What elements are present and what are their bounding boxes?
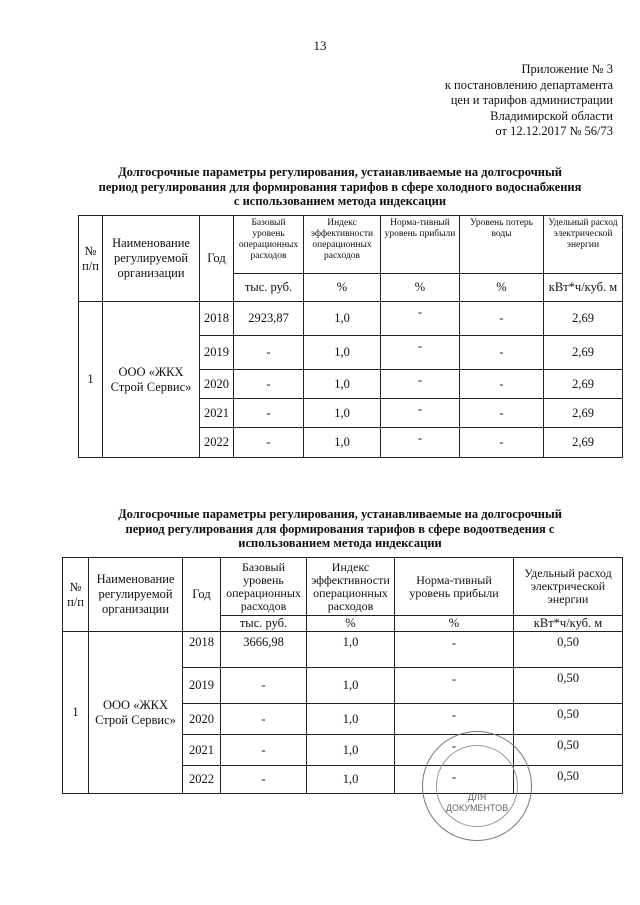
header-index: Индекс эффективности операционных расходов xyxy=(304,216,381,274)
header-year: Год xyxy=(183,558,221,632)
org-name: ООО «ЖКХ Строй Сервис» xyxy=(103,302,200,458)
year-cell: 2022 xyxy=(200,428,234,458)
appendix-line: к постановлению департамента xyxy=(444,77,613,92)
profit-cell: - xyxy=(381,399,460,428)
table-row xyxy=(79,302,623,336)
profit-cell: - xyxy=(395,668,514,704)
loss-cell: - xyxy=(460,336,544,370)
unit-index: % xyxy=(307,616,395,632)
row-number: 1 xyxy=(63,632,89,794)
unit-loss: % xyxy=(460,274,544,302)
title-line: Долгосрочные параметры регулирования, устанавливаемые на долгосрочный xyxy=(118,507,562,521)
energy-cell: 2,69 xyxy=(544,302,623,336)
appendix-line: от 12.12.2017 № 56/73 xyxy=(495,124,613,138)
index-cell: 1,0 xyxy=(307,766,395,794)
unit-base: тыс. руб. xyxy=(221,616,307,632)
water-supply-table xyxy=(78,215,623,458)
index-cell: 1,0 xyxy=(304,399,381,428)
table-row xyxy=(63,632,623,668)
year-cell: 2019 xyxy=(183,668,221,704)
base-cell: - xyxy=(234,336,304,370)
energy-cell: 2,69 xyxy=(544,336,623,370)
base-cell: - xyxy=(221,735,307,766)
profit-cell: - xyxy=(395,704,514,735)
header-num: № п/п xyxy=(63,558,89,632)
energy-cell: 2,69 xyxy=(544,370,623,399)
stamp-text xyxy=(423,792,531,814)
profit-cell: - xyxy=(381,336,460,370)
loss-cell: - xyxy=(460,302,544,336)
appendix-block xyxy=(445,62,613,140)
section2-title xyxy=(60,507,620,551)
stamp-line: ДЛЯ xyxy=(467,792,487,802)
year-cell: 2020 xyxy=(183,704,221,735)
year-cell: 2021 xyxy=(183,735,221,766)
energy-cell: 0,50 xyxy=(514,668,623,704)
base-cell: - xyxy=(234,370,304,399)
energy-cell: 0,50 xyxy=(514,766,623,794)
year-cell: 2018 xyxy=(183,632,221,668)
year-cell: 2022 xyxy=(183,766,221,794)
header-base: Базовый уровень операционных расходов xyxy=(221,558,307,616)
loss-cell: - xyxy=(460,370,544,399)
profit-cell: - xyxy=(381,428,460,458)
energy-cell: 2,69 xyxy=(544,399,623,428)
profit-cell: - xyxy=(381,302,460,336)
profit-cell: - xyxy=(395,766,514,794)
index-cell: 1,0 xyxy=(307,735,395,766)
stamp-seal xyxy=(422,731,532,841)
unit-profit: % xyxy=(395,616,514,632)
title-line: период регулирования для формирования тарифов в сфере водоотведения с xyxy=(125,521,555,536)
energy-cell: 0,50 xyxy=(514,735,623,766)
header-num: № п/п xyxy=(79,216,103,302)
appendix-line: цен и тарифов администрации xyxy=(450,93,613,107)
year-cell: 2020 xyxy=(200,370,234,399)
appendix-line: Владимирской области xyxy=(490,108,613,123)
base-cell: 3666,98 xyxy=(221,632,307,668)
header-energy: Удельный расход электрической энергии xyxy=(514,558,623,616)
header-index: Индекс эффективности операционных расходов xyxy=(307,558,395,616)
page-number: 13 xyxy=(313,38,327,53)
index-cell: 1,0 xyxy=(304,370,381,399)
profit-cell: - xyxy=(395,632,514,668)
index-cell: 1,0 xyxy=(307,632,395,668)
index-cell: 1,0 xyxy=(304,302,381,336)
org-name: ООО «ЖКХ Строй Сервис» xyxy=(89,632,183,794)
index-cell: 1,0 xyxy=(304,428,381,458)
base-cell: - xyxy=(234,399,304,428)
unit-energy: кВт*ч/куб. м xyxy=(544,274,623,302)
base-cell: 2923,87 xyxy=(234,302,304,336)
loss-cell: - xyxy=(460,399,544,428)
header-year: Год xyxy=(200,216,234,302)
index-cell: 1,0 xyxy=(307,668,395,704)
loss-cell: - xyxy=(460,428,544,458)
stamp-line: ДОКУМЕНТОВ xyxy=(445,803,509,813)
unit-base: тыс. руб. xyxy=(234,274,304,302)
title-line: период регулирования для формирования тарифов в сфере холодного водоснабжения xyxy=(98,179,582,194)
base-cell: - xyxy=(221,704,307,735)
energy-cell: 2,69 xyxy=(544,428,623,458)
title-line: Долгосрочные параметры регулирования, устанавливаемые на долгосрочный xyxy=(118,165,562,179)
section1-title xyxy=(60,165,620,209)
unit-energy: кВт*ч/куб. м xyxy=(514,616,623,632)
header-profit: Норма-тивный уровень прибыли xyxy=(381,216,460,274)
year-cell: 2021 xyxy=(200,399,234,428)
energy-cell: 0,50 xyxy=(514,632,623,668)
row-number: 1 xyxy=(79,302,103,458)
unit-profit: % xyxy=(381,274,460,302)
header-profit: Норма-тивный уровень прибыли xyxy=(395,558,514,616)
energy-cell: 0,50 xyxy=(514,704,623,735)
header-loss: Уровень потерь воды xyxy=(460,216,544,274)
index-cell: 1,0 xyxy=(304,336,381,370)
year-cell: 2019 xyxy=(200,336,234,370)
stamp-inner-ring xyxy=(436,745,518,827)
header-energy: Удельный расход электрической энергии xyxy=(544,216,623,274)
header-base: Базовый уровень операционных расходов xyxy=(234,216,304,274)
base-cell: - xyxy=(221,668,307,704)
unit-index: % xyxy=(304,274,381,302)
year-cell: 2018 xyxy=(200,302,234,336)
base-cell: - xyxy=(221,766,307,794)
header-org: Наименование регулируемой организации xyxy=(89,558,183,632)
title-line: с использованием метода индексации xyxy=(233,194,447,208)
appendix-line: Приложение № 3 xyxy=(521,62,613,76)
base-cell: - xyxy=(234,428,304,458)
index-cell: 1,0 xyxy=(307,704,395,735)
profit-cell: - xyxy=(381,370,460,399)
profit-cell: - xyxy=(395,735,514,766)
title-line: использованием метода индексации xyxy=(238,536,442,550)
wastewater-table xyxy=(62,557,623,794)
header-org: Наименование регулируемой организации xyxy=(103,216,200,302)
